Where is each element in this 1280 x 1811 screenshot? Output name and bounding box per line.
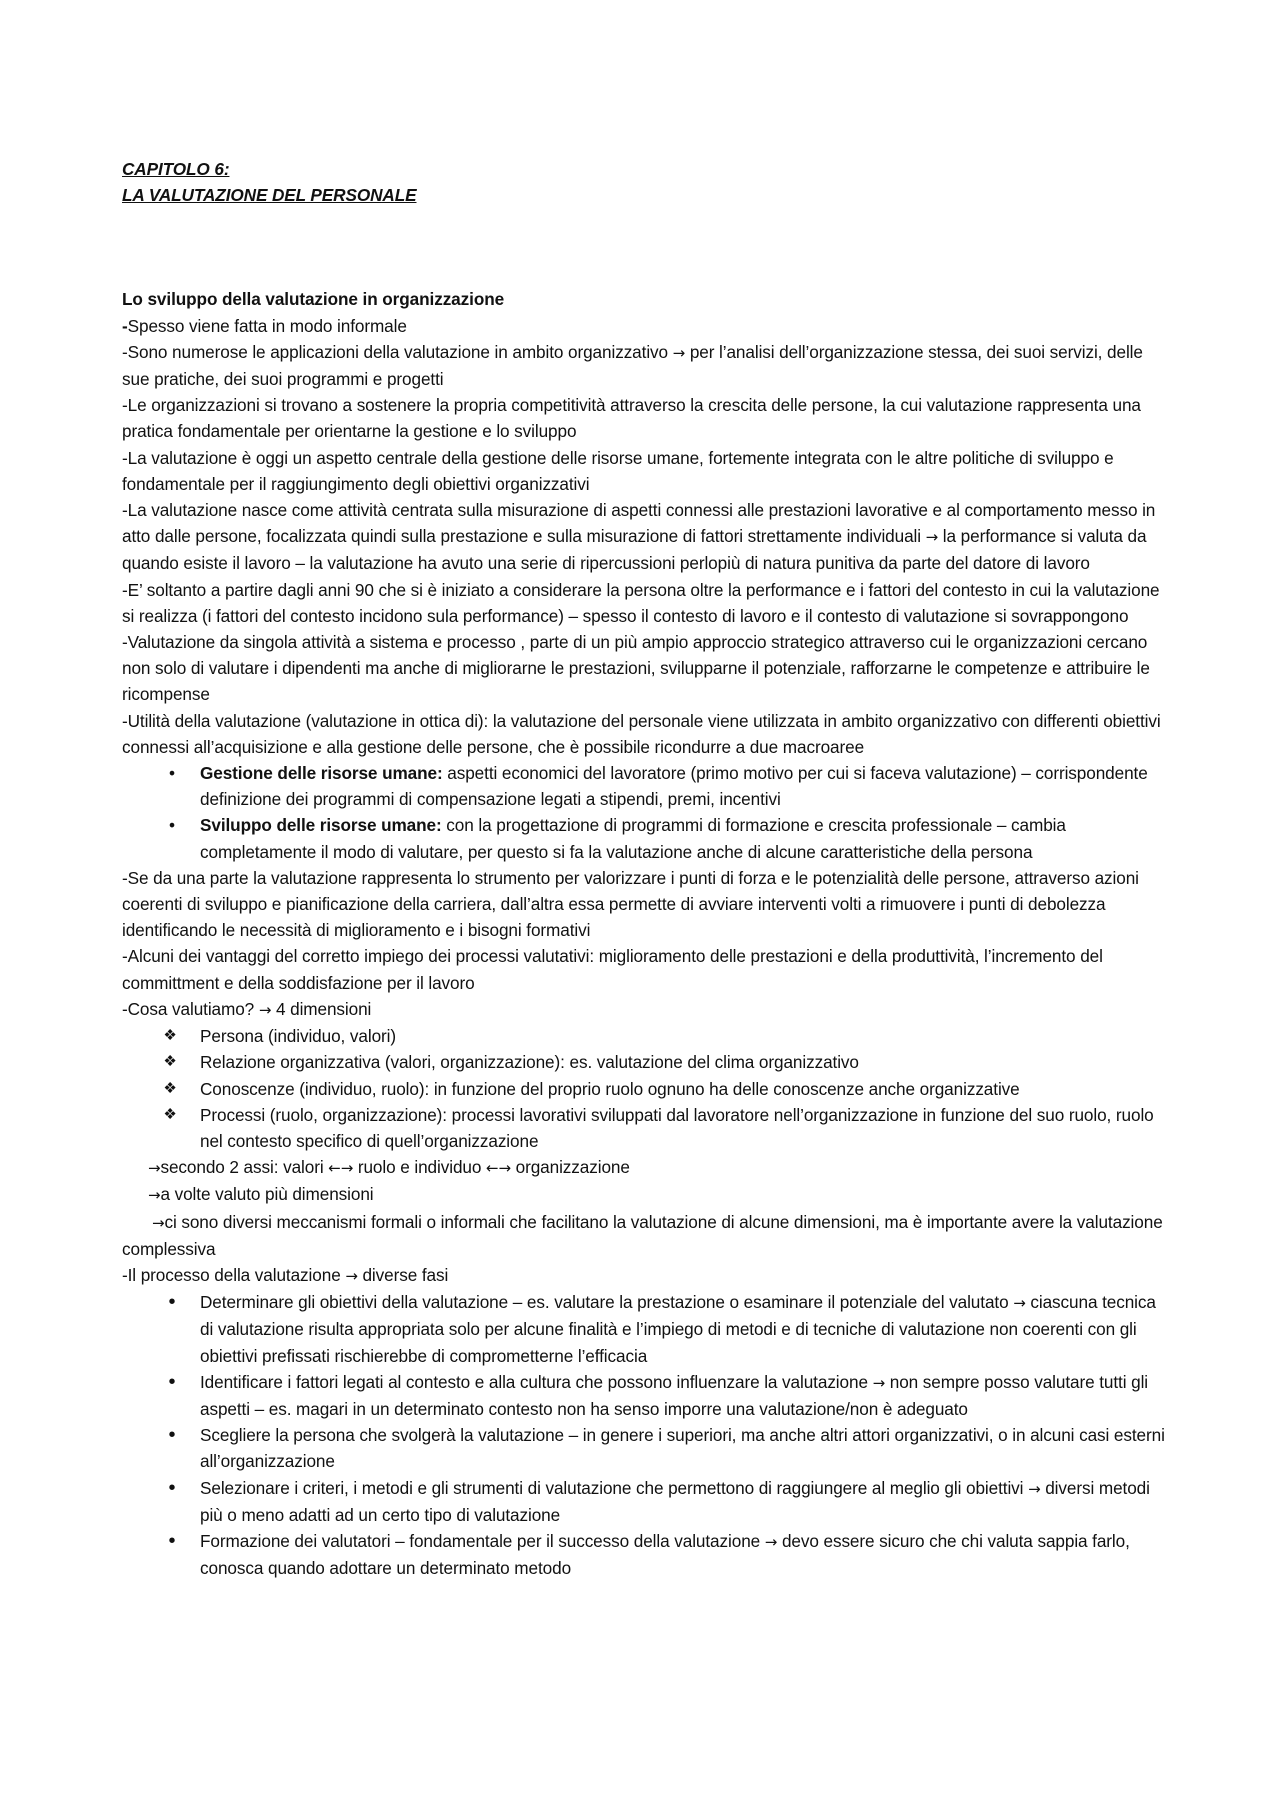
dimensions-list xyxy=(122,1023,1172,1154)
list-item: ❖ Relazione organizzativa (valori, organizzazione): es. valutazione del clima organizzativo xyxy=(122,1049,1172,1075)
arrow-icon: → xyxy=(345,1266,358,1285)
bullet-icon: • xyxy=(168,1476,176,1499)
paragraph: -Spesso viene fatta in modo informale xyxy=(122,315,407,336)
paragraph: -Valutazione da singola attività a sistema e processo , parte di un più ampio approccio strategico attraverso cui le organizzazioni cercano non solo di valutare i dipendenti ma anche di migliorarne le prestazioni, svilupparne il potenziale, rafforzarne le competenze e attribuire le ricompense xyxy=(122,632,1150,705)
arrow-icon: → xyxy=(148,1159,161,1178)
macroaree-list xyxy=(122,760,1172,865)
paragraph: -La valutazione nasce come attività centrata sulla misurazione di aspetti connessi alle prestazioni lavorative e al comportamento messo in atto dalle persone, focalizzata quindi sulla prestazione e sulla misurazione di fattori strettamente individuali → la performance si valuta da quando esiste il lavoro – la valutazione ha avuto una serie di ripercussioni perlopiù di natura punitiva da parte del datore di lavoro xyxy=(122,500,1156,574)
list-item: ❖ Persona (individuo, valori) xyxy=(122,1023,1172,1049)
paragraph: -Cosa valutiamo? → 4 dimensioni xyxy=(122,998,372,1019)
list-item: • Formazione dei valutatori – fondamentale per il successo della valutazione → devo essere sicuro che chi valuta sappia farlo, conosca quando adottare un determinato metodo xyxy=(122,1528,1172,1581)
paragraph: -La valutazione è oggi un aspetto centrale della gestione delle risorse umane, fortemente integrata con le altre politiche di sviluppo e fondamentale per il raggiungimento degli obiettivi organizzativi xyxy=(122,447,1114,494)
arrow-icon: → xyxy=(148,1186,161,1205)
bidirectional-arrow-icon: ←→ xyxy=(328,1159,354,1178)
arrow-icon: → xyxy=(152,1213,165,1232)
arrow-note: →a volte valuto più dimensioni xyxy=(148,1184,374,1205)
document-page xyxy=(122,156,1172,1581)
chapter-title: LA VALUTAZIONE DEL PERSONALE xyxy=(122,185,417,206)
paragraph: -Se da una parte la valutazione rappresenta lo strumento per valorizzare i punti di forza e le potenzialità delle persone, attraverso azioni coerenti di sviluppo e pianificazione della carriera, dall’altra essa permette di avviare interventi volti a rimuovere i punti di debolezza identificando le necessità di miglioramento e i bisogni formativi xyxy=(122,867,1139,941)
arrow-icon: → xyxy=(764,1532,778,1551)
paragraph: -Le organizzazioni si trovano a sostenere la propria competitività attraverso la crescita delle persone, la cui valutazione rappresenta una pratica fondamentale per orientarne la gestione e lo sviluppo xyxy=(122,395,1141,442)
arrow-note: →secondo 2 assi: valori ←→ ruolo e individuo ←→ organizzazione xyxy=(148,1157,630,1178)
arrow-icon: → xyxy=(672,343,686,362)
bullet-icon: • xyxy=(168,1424,176,1447)
list-item: • Determinare gli obiettivi della valutazione – es. valutare la prestazione o esaminare il potenziale del valutato → ciascuna tecnica di valutazione risulta appropriata solo per alcune finalità e l’impiego di metodi e di tecniche di valutazione non coerenti con gli obiettivi prefissati rischierebbe di comprometterne l’efficacia xyxy=(122,1289,1172,1369)
list-item: • Scegliere la persona che svolgerà la valutazione – in genere i superiori, ma anche altri attori organizzativi, o in alcuni casi esterni all’organizzazione xyxy=(122,1422,1172,1474)
bullet-icon: • xyxy=(168,1291,176,1314)
arrow-icon: → xyxy=(872,1373,886,1392)
bullet-icon: • xyxy=(168,1370,176,1393)
list-item: ❖ Processi (ruolo, organizzazione): processi lavorativi sviluppati dal lavoratore nell’organizzazione in funzione del suo ruolo, ruolo nel contesto specifico di quell’organizzazione xyxy=(122,1102,1172,1154)
list-item: ❖ Conoscenze (individuo, ruolo): in funzione del proprio ruolo ognuno ha delle conoscenze anche organizzative xyxy=(122,1076,1172,1102)
bidirectional-arrow-icon: ←→ xyxy=(486,1159,511,1178)
paragraph: -Sono numerose le applicazioni della valutazione in ambito organizzativo → per l’analisi dell’organizzazione stessa, dei suoi servizi, delle sue pratiche, dei suoi programmi e progetti xyxy=(122,341,1143,390)
diamond-bullet-icon: ❖ xyxy=(163,1053,177,1071)
paragraph: -Il processo della valutazione → diverse fasi xyxy=(122,1264,449,1285)
section-title: Lo sviluppo della valutazione in organizzazione xyxy=(122,289,505,310)
list-item: • Identificare i fattori legati al contesto e alla cultura che possono influenzare la valutazione → non sempre posso valutare tutti gli aspetti – es. magari in un determinato contesto non ha senso imporre una valutazione/non è adeguato xyxy=(122,1369,1172,1422)
diamond-bullet-icon: ❖ xyxy=(163,1079,177,1097)
bullet-icon: • xyxy=(169,815,175,836)
diamond-bullet-icon: ❖ xyxy=(163,1105,177,1123)
arrow-icon: → xyxy=(1013,1294,1026,1313)
arrow-icon: → xyxy=(925,528,939,547)
diamond-bullet-icon: ❖ xyxy=(163,1027,177,1045)
chapter-number: CAPITOLO 6: xyxy=(122,159,230,179)
arrow-note: →ci sono diversi meccanismi formali o informali che facilitano la valutazione di alcune dimensioni, ma è importante avere la valutazione complessiva xyxy=(122,1211,1163,1259)
arrow-icon: → xyxy=(1028,1479,1041,1498)
list-item: • Selezionare i criteri, i metodi e gli strumenti di valutazione che permettono di raggiungere al meglio gli obiettivi → diversi metodi più o meno adatti ad un certo tipo di valutazione xyxy=(122,1475,1172,1528)
bullet-icon: • xyxy=(168,1529,176,1552)
paragraph: -Alcuni dei vantaggi del corretto impiego dei processi valutativi: miglioramento delle prestazioni e della produttività, l’incremento del committment e della soddisfazione per il lavoro xyxy=(122,946,1103,993)
paragraph: -Utilità della valutazione (valutazione in ottica di): la valutazione del personale viene utilizzata in ambito organizzativo con differenti obiettivi connessi all’acquisizione e alla gestione delle persone, che è possibile ricondurre a due macroaree xyxy=(122,710,1161,757)
phases-list xyxy=(122,1289,1172,1581)
arrow-icon: → xyxy=(258,1000,272,1019)
list-item: • Gestione delle risorse umane: aspetti economici del lavoratore (primo motivo per cui si faceva valutazione) – corrispondente definizione dei programmi di compensazione legati a stipendi, premi, incentivi xyxy=(122,760,1172,812)
paragraph: -E’ soltanto a partire dagli anni 90 che si è iniziato a considerare la persona oltre la performance e i fattori del contesto in cui la valutazione si realizza (i fattori del contesto incidono sula performance) – spesso il contesto di lavoro e il contesto di valutazione si sovrappongono xyxy=(122,579,1160,626)
bullet-icon: • xyxy=(169,763,175,784)
list-item: • Sviluppo delle risorse umane: con la progettazione di programmi di formazione e crescita professionale – cambia completamente il modo di valutare, per questo si fa la valutazione anche di alcune caratteristiche della persona xyxy=(122,812,1172,864)
